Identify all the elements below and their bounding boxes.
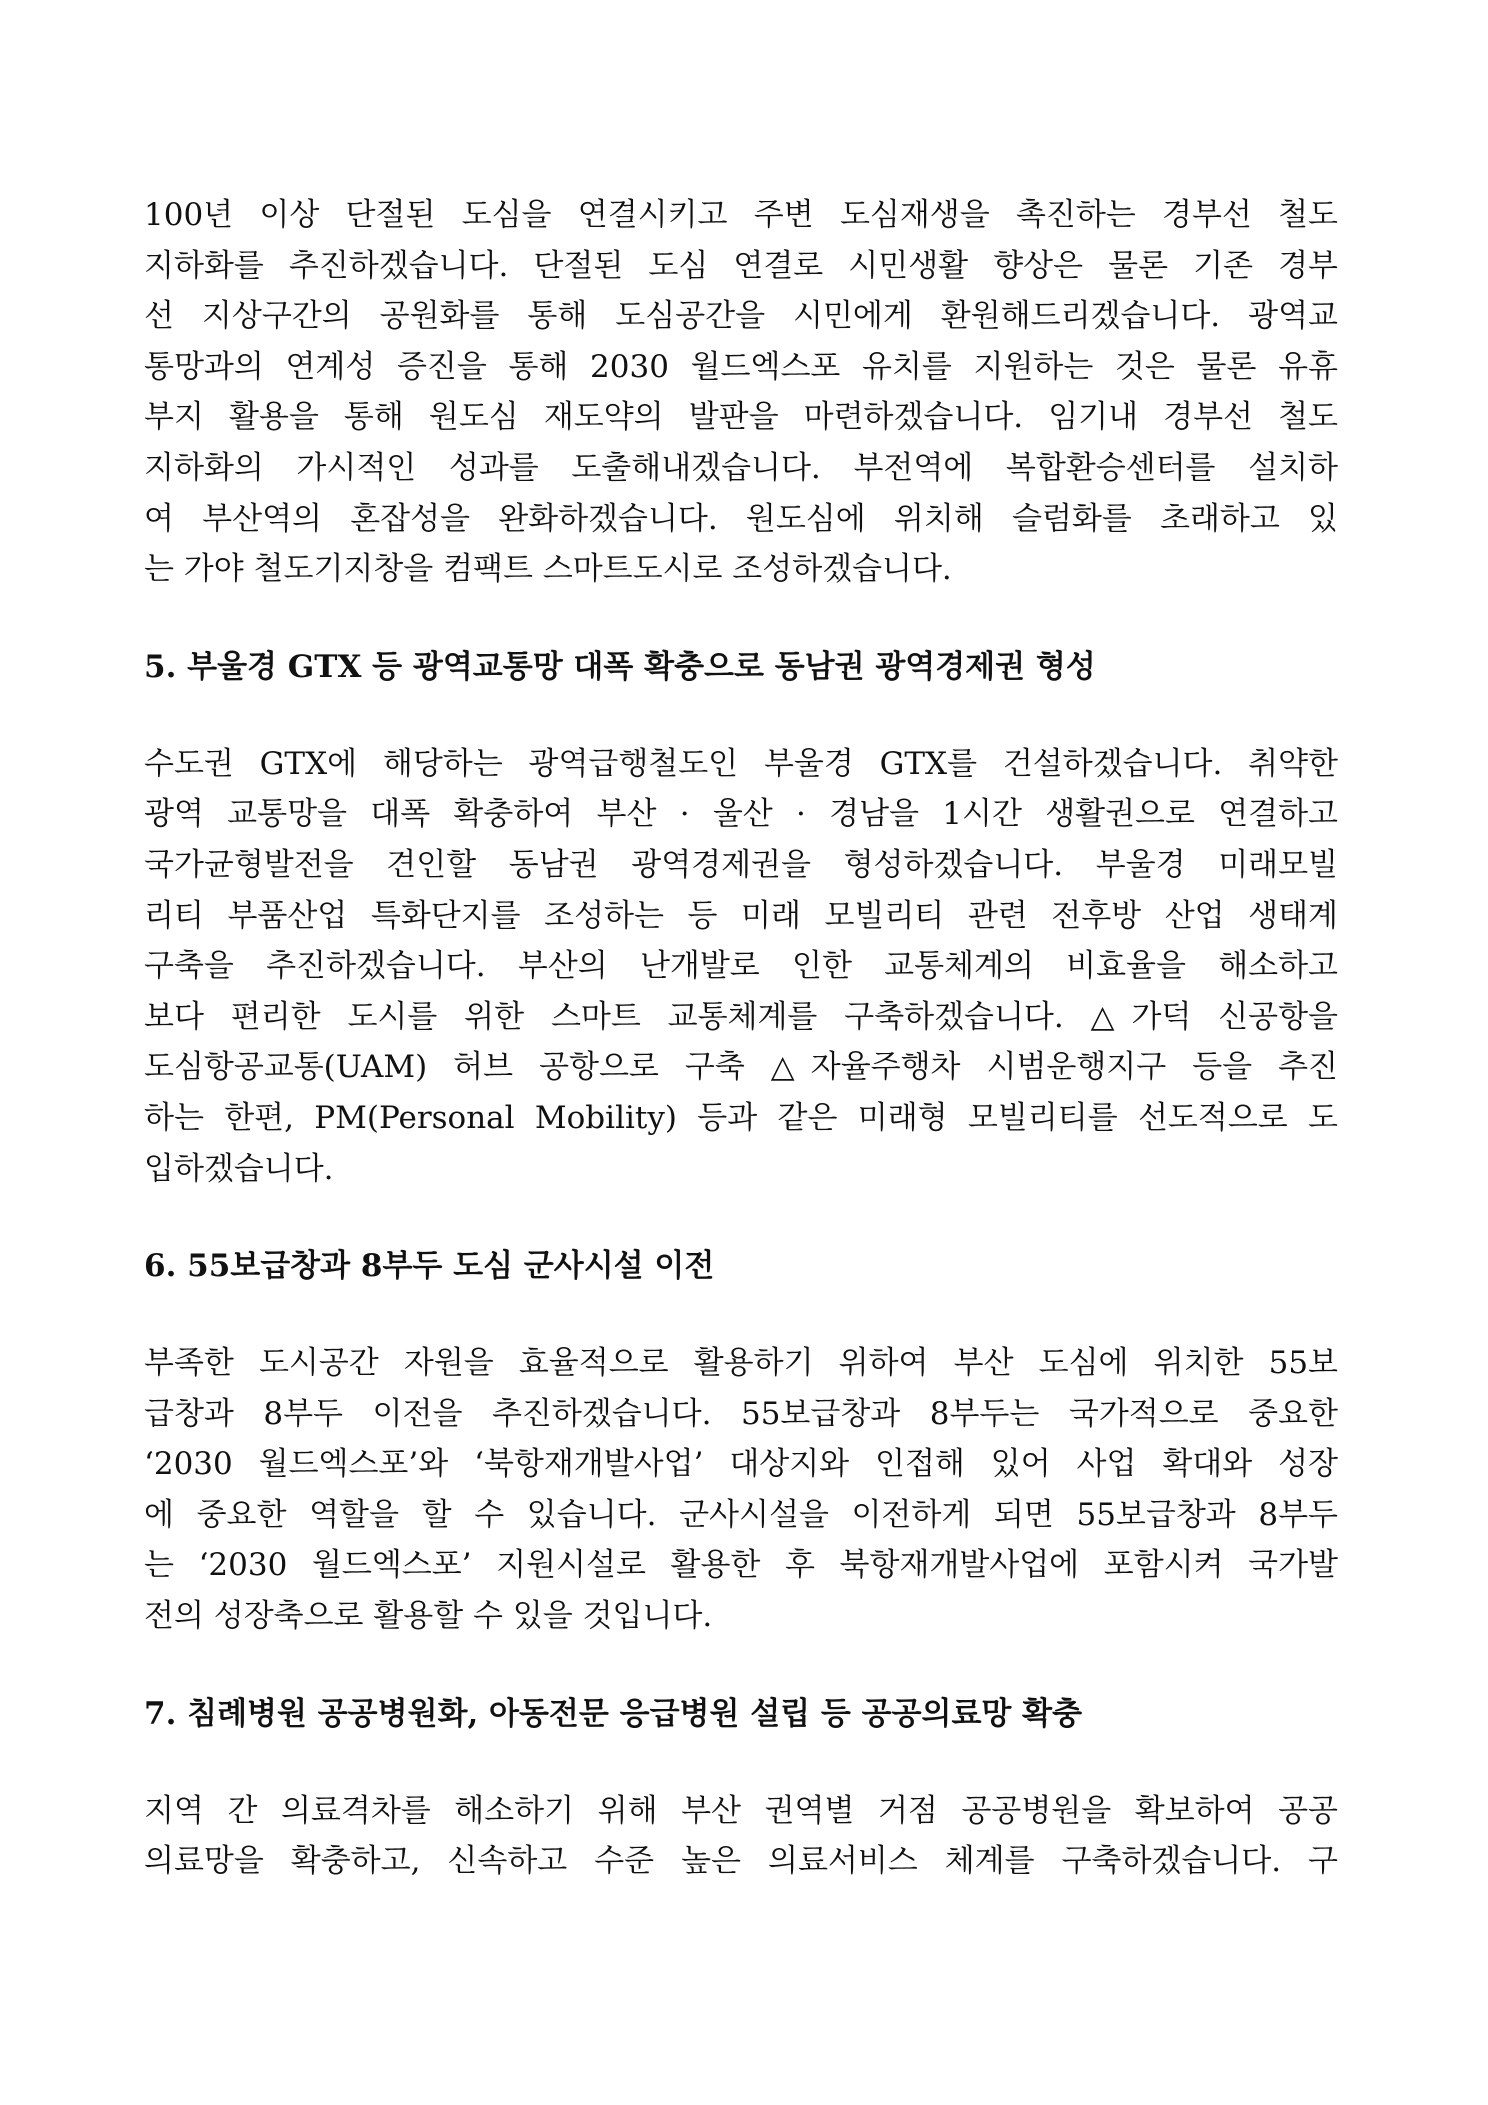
paragraph-line: 보다 편리한 도시를 위한 스마트 교통체계를 구축하겠습니다. △가덕 신공항을	[144, 998, 1338, 1035]
section-6-heading: 6. 55보급창과 8부두 도심 군사시설 이전	[144, 1248, 715, 1285]
paragraph-line: 선 지상구간의 공원화를 통해 도심공간을 시민에게 환원해드리겠습니다. 광역교	[144, 298, 1338, 335]
paragraph-line: 통망과의 연계성 증진을 통해 2030 월드엑스포 유치를 지원하는 것은 물론 유휴	[144, 348, 1338, 385]
paragraph-line: 전의 성장축으로 활용할 수 있을 것입니다.	[144, 1598, 713, 1635]
paragraph-line: 에 중요한 역할을 할 수 있습니다. 군사시설을 이전하게 되면 55보급창과 8부두	[144, 1496, 1338, 1533]
paragraph-line: 지하화의 가시적인 성과를 도출해내겠습니다. 부전역에 복합환승센터를 설치하	[144, 449, 1338, 486]
paragraph-line: 부지 활용을 통해 원도심 재도약의 발판을 마련하겠습니다. 임기내 경부선 철도	[144, 399, 1338, 436]
paragraph-line: 100년 이상 단절된 도심을 연결시키고 주변 도심재생을 촉진하는 경부선 철도	[144, 197, 1338, 233]
paragraph-line: 리티 부품산업 특화단지를 조성하는 등 미래 모빌리티 관련 전후방 산업 생태계	[144, 897, 1338, 934]
paragraph-line: 도심항공교통(UAM) 허브 공항으로 구축 △자율주행차 시범운행지구 등을 추진	[144, 1049, 1338, 1086]
paragraph-line: 여 부산역의 혼잡성을 완화하겠습니다. 원도심에 위치해 슬럼화를 초래하고 있	[144, 500, 1338, 537]
intro-paragraph	[144, 190, 1338, 595]
paragraph-line: 하는 한편, PM(Personal Mobility) 등과 같은 미래형 모빌리티를 선도적으로 도	[144, 1099, 1338, 1136]
paragraph-line: 의료망을 확충하고, 신속하고 수준 높은 의료서비스 체계를 구축하겠습니다. 구	[144, 1843, 1338, 1880]
paragraph-line: 입하겠습니다.	[144, 1150, 334, 1187]
paragraph-line: 는 가야 철도기지창을 컴팩트 스마트도시로 조성하겠습니다.	[144, 551, 952, 588]
section-6-paragraph	[144, 1338, 1338, 1642]
paragraph-line: 는 ‘2030 월드엑스포’ 지원시설로 활용한 후 북항재개발사업에 포함시켜 국가발	[144, 1547, 1338, 1584]
paragraph-line: 구축을 추진하겠습니다. 부산의 난개발로 인한 교통체계의 비효율을 해소하고	[144, 948, 1338, 985]
paragraph-line: 부족한 도시공간 자원을 효율적으로 활용하기 위하여 부산 도심에 위치한 55보	[144, 1345, 1338, 1382]
section-7-heading: 7. 침례병원 공공병원화, 아동전문 응급병원 설립 등 공공의료망 확충	[144, 1695, 1083, 1732]
paragraph-line: 급창과 8부두 이전을 추진하겠습니다. 55보급창과 8부두는 국가적으로 중요한	[144, 1395, 1338, 1432]
paragraph-line: 지역 간 의료격차를 해소하기 위해 부산 권역별 거점 공공병원을 확보하여 공공	[144, 1792, 1338, 1829]
document-page	[144, 190, 1338, 1887]
section-5-paragraph	[144, 739, 1338, 1194]
paragraph-line: 수도권 GTX에 해당하는 광역급행철도인 부울경 GTX를 건설하겠습니다. 취약한	[144, 745, 1338, 782]
paragraph-line: 광역 교통망을 대폭 확충하여 부산 · 울산 · 경남을 1시간 생활권으로 연결하고	[144, 796, 1338, 833]
section-5-heading: 5. 부울경 GTX 등 광역교통망 대폭 확충으로 동남권 광역경제권 형성	[144, 648, 1096, 685]
paragraph-line: ‘2030 월드엑스포’와 ‘북항재개발사업’ 대상지와 인접해 있어 사업 확대와 성장	[144, 1446, 1338, 1483]
paragraph-line: 국가균형발전을 견인할 동남권 광역경제권을 형성하겠습니다. 부울경 미래모빌	[144, 846, 1338, 883]
paragraph-line: 지하화를 추진하겠습니다. 단절된 도심 연결로 시민생활 향상은 물론 기존 경부	[144, 247, 1338, 284]
section-7-paragraph	[144, 1786, 1338, 1887]
